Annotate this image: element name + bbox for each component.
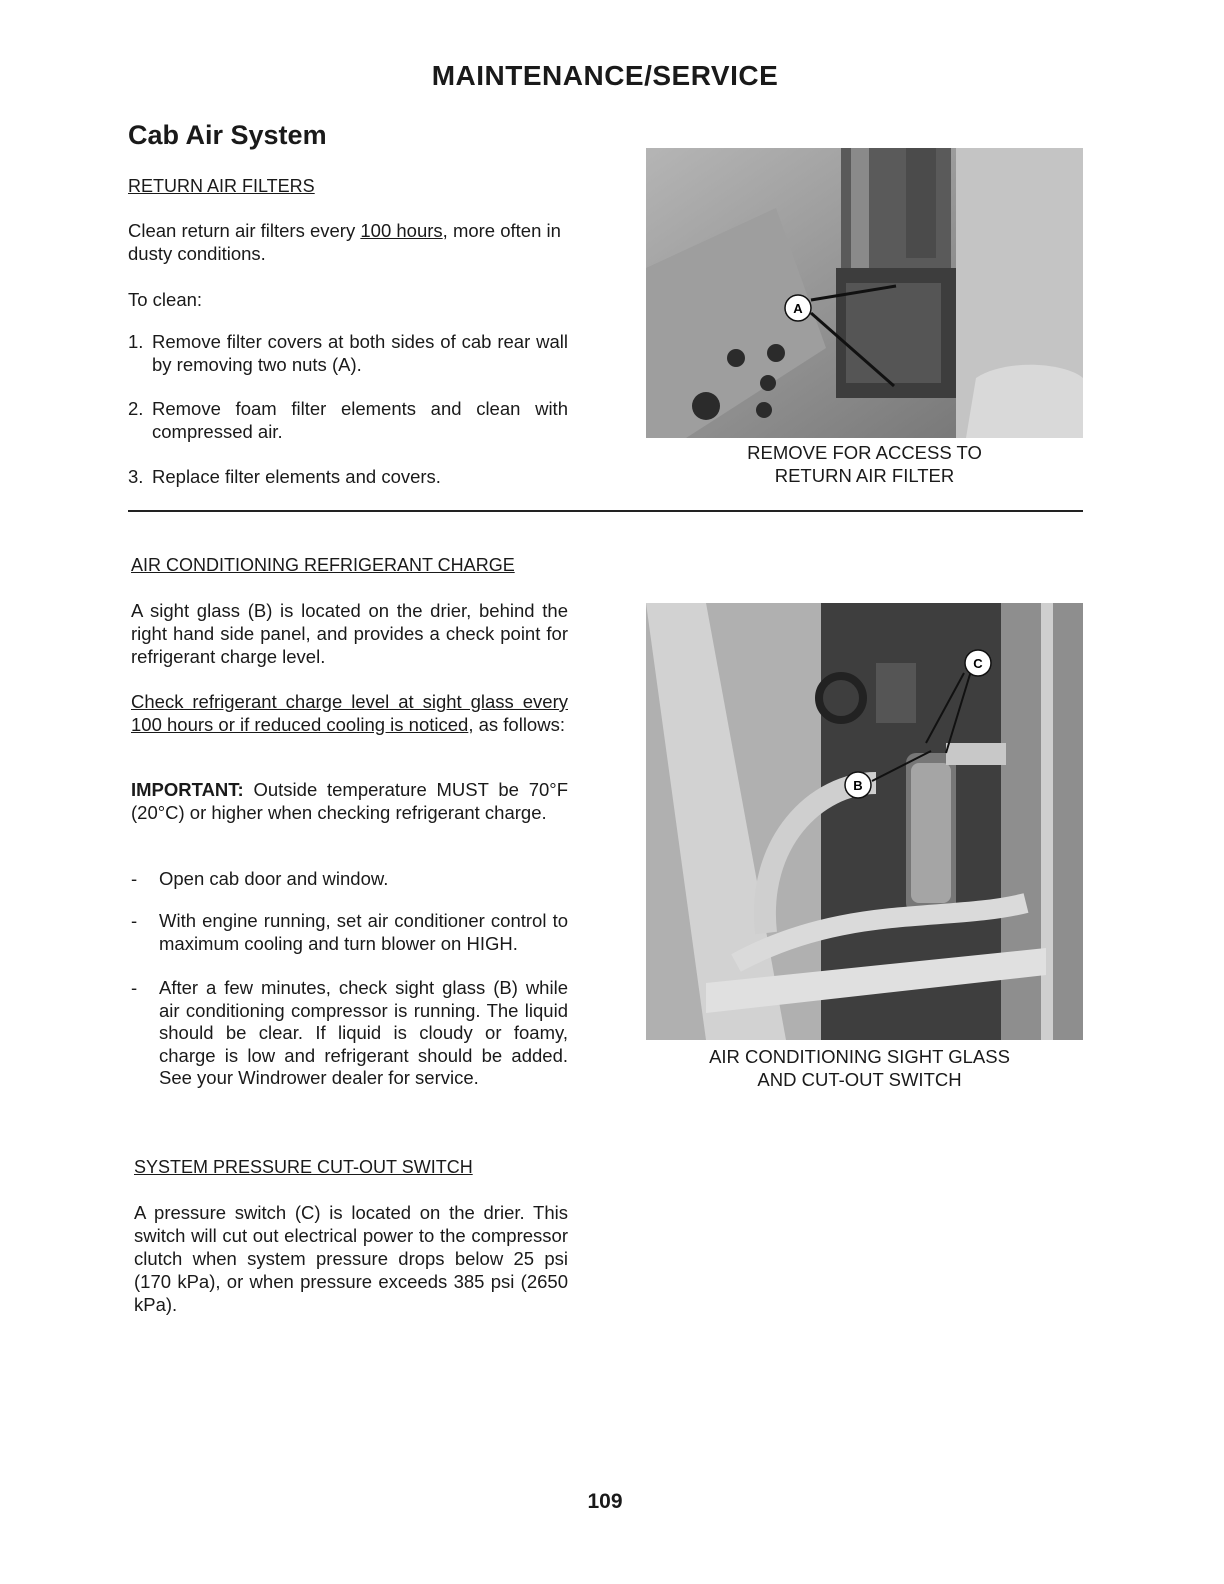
list-item: [131, 868, 568, 891]
check-interval-text: Check refrigerant charge level at sight glass every 100 hours or if reduced cooling is noticed: [131, 691, 568, 735]
section-title: Cab Air System: [128, 120, 327, 150]
list-item: [131, 910, 568, 955]
step-number: 2.: [128, 398, 144, 419]
bullet-text: With engine running, set air conditioner control to maximum cooling and turn blower on HIGH.: [159, 910, 568, 954]
step-number: 1.: [128, 331, 144, 352]
bullet-dash: -: [131, 977, 138, 998]
sight-glass-figure-caption: [646, 1045, 1073, 1091]
return-air-figure-caption: [646, 441, 1083, 487]
list-item: [128, 465, 568, 488]
callout-b-label: B: [853, 778, 863, 793]
ac-charge-para1: A sight glass (B) is located on the drier, behind the right hand side panel, and provides a check point for refrigerant charge level.: [131, 600, 568, 667]
bullet-text: After a few minutes, check sight glass (B) while air conditioning compressor is running. The liquid should be clear. If liquid is cloudy or foamy, charge is low and refrigerant should be added. See your Windrower dealer for service.: [159, 977, 568, 1088]
list-item: [128, 397, 568, 443]
step-text: Remove foam filter elements and clean with compressed air.: [152, 398, 568, 442]
filter-photo-illustration: [646, 148, 1083, 438]
list-item: [131, 977, 568, 1090]
caption-line: RETURN AIR FILTER: [774, 465, 955, 486]
page-number: 109: [587, 1490, 623, 1513]
step-text: Remove filter covers at both sides of cab rear wall by removing two nuts (A).: [152, 331, 568, 375]
callout-a-label: A: [793, 301, 803, 316]
cutout-heading: SYSTEM PRESSURE CUT-OUT SWITCH: [134, 1157, 473, 1177]
intro-pre: Clean return air filters every: [128, 220, 361, 241]
intro-post: , more often in dusty conditions.: [128, 220, 561, 264]
step-number: 3.: [128, 466, 144, 487]
sight-glass-photo-illustration: [646, 603, 1083, 1040]
page-header: MAINTENANCE/SERVICE: [431, 60, 779, 91]
intro-interval: 100 hours: [360, 220, 443, 241]
sight-glass-photo: [646, 603, 1083, 1040]
bullet-dash: -: [131, 868, 138, 889]
check-interval-rest: , as follows:: [468, 714, 565, 735]
section-divider: [128, 510, 1083, 512]
important-text: Outside temperature MUST be 70°F (20°C) or higher when checking refrigerant charge.: [131, 779, 568, 823]
caption-line: AND CUT-OUT SWITCH: [757, 1069, 962, 1090]
list-item: [128, 330, 568, 376]
return-air-heading: RETURN AIR FILTERS: [128, 176, 315, 196]
ac-charge-para2: [131, 690, 568, 736]
bullet-text: Open cab door and window.: [159, 868, 389, 889]
cutout-para: A pressure switch (C) is located on the drier. This switch will cut out electrical power to the compressor clutch when system pressure drops below 25 psi (170 kPa), or when pressure exceeds 385 psi (2650 kPa).: [134, 1202, 568, 1315]
return-air-filter-photo: [646, 148, 1083, 438]
caption-line: REMOVE FOR ACCESS TO: [747, 442, 982, 463]
caption-line: AIR CONDITIONING SIGHT GLASS: [709, 1046, 1010, 1067]
callout-c-label: C: [973, 656, 983, 671]
step-text: Replace filter elements and covers.: [152, 466, 441, 487]
bullet-dash: -: [131, 910, 138, 931]
ac-charge-heading: AIR CONDITIONING REFRIGERANT CHARGE: [131, 555, 515, 575]
return-air-intro: [128, 219, 568, 265]
important-label: IMPORTANT:: [131, 779, 244, 800]
important-note: [131, 778, 568, 824]
to-clean-label: To clean:: [128, 289, 203, 310]
